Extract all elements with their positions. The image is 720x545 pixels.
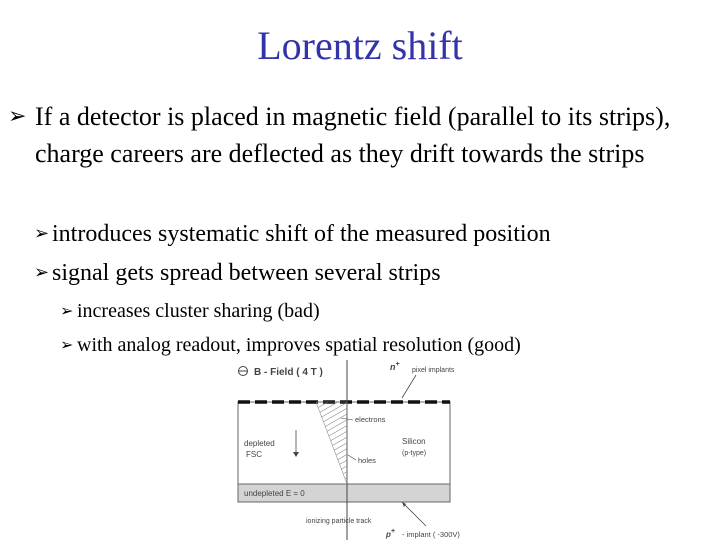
sub-bullet-2 (34, 254, 704, 292)
holes-label: holes (358, 456, 376, 465)
arrow-bullet-icon: ➢ (8, 104, 27, 129)
sub-bullet-text: introduces systematic shift of the measured position (52, 221, 551, 247)
undepleted-label: undepleted E = 0 (244, 489, 305, 498)
n-label: n+ (390, 361, 400, 372)
detector-diagram (220, 360, 500, 540)
depleted-sub-label: FSC (246, 450, 262, 459)
sub-bullet-text: signal gets spread between several strips (52, 260, 441, 286)
track-label: ionizing particle track (306, 518, 372, 525)
silicon-type-label: (p-type) (402, 450, 427, 457)
electrons-label: electrons (355, 415, 386, 424)
silicon-label: Silicon (402, 437, 426, 446)
n-implant-pointer (402, 375, 416, 398)
slide-title: Lorentz shift (257, 23, 463, 68)
field-label: B - Field ( 4 T ) (254, 367, 323, 378)
p-implant-pointer (402, 502, 426, 526)
arrow-bullet-icon: ➢ (34, 262, 50, 283)
sub-sub-bullet-text: with analog readout, improves spatial resolution (good) (77, 334, 521, 356)
p-implant-label: - implant ( -300V) (402, 530, 460, 539)
bullet-1 (8, 98, 698, 172)
detector-diagram-svg (220, 360, 500, 540)
sub-sub-bullet-2 (60, 328, 710, 362)
arrow-bullet-icon: ➢ (34, 223, 50, 244)
arrow-bullet-icon: ➢ (60, 301, 74, 320)
sub-sub-bullet-text: increases cluster sharing (bad) (77, 300, 320, 322)
p-label: p+ (386, 528, 395, 539)
bullet-text: If a detector is placed in magnetic field (parallel to its strips), charge careers are deflected as they drift towards the strips (35, 102, 671, 168)
arrow-bullet-icon: ➢ (60, 335, 74, 354)
sub-bullet-1 (34, 215, 704, 253)
sub-sub-bullet-1 (60, 294, 710, 328)
n-implant-label: pixel implants (412, 367, 455, 374)
depleted-label: depleted (244, 439, 275, 448)
